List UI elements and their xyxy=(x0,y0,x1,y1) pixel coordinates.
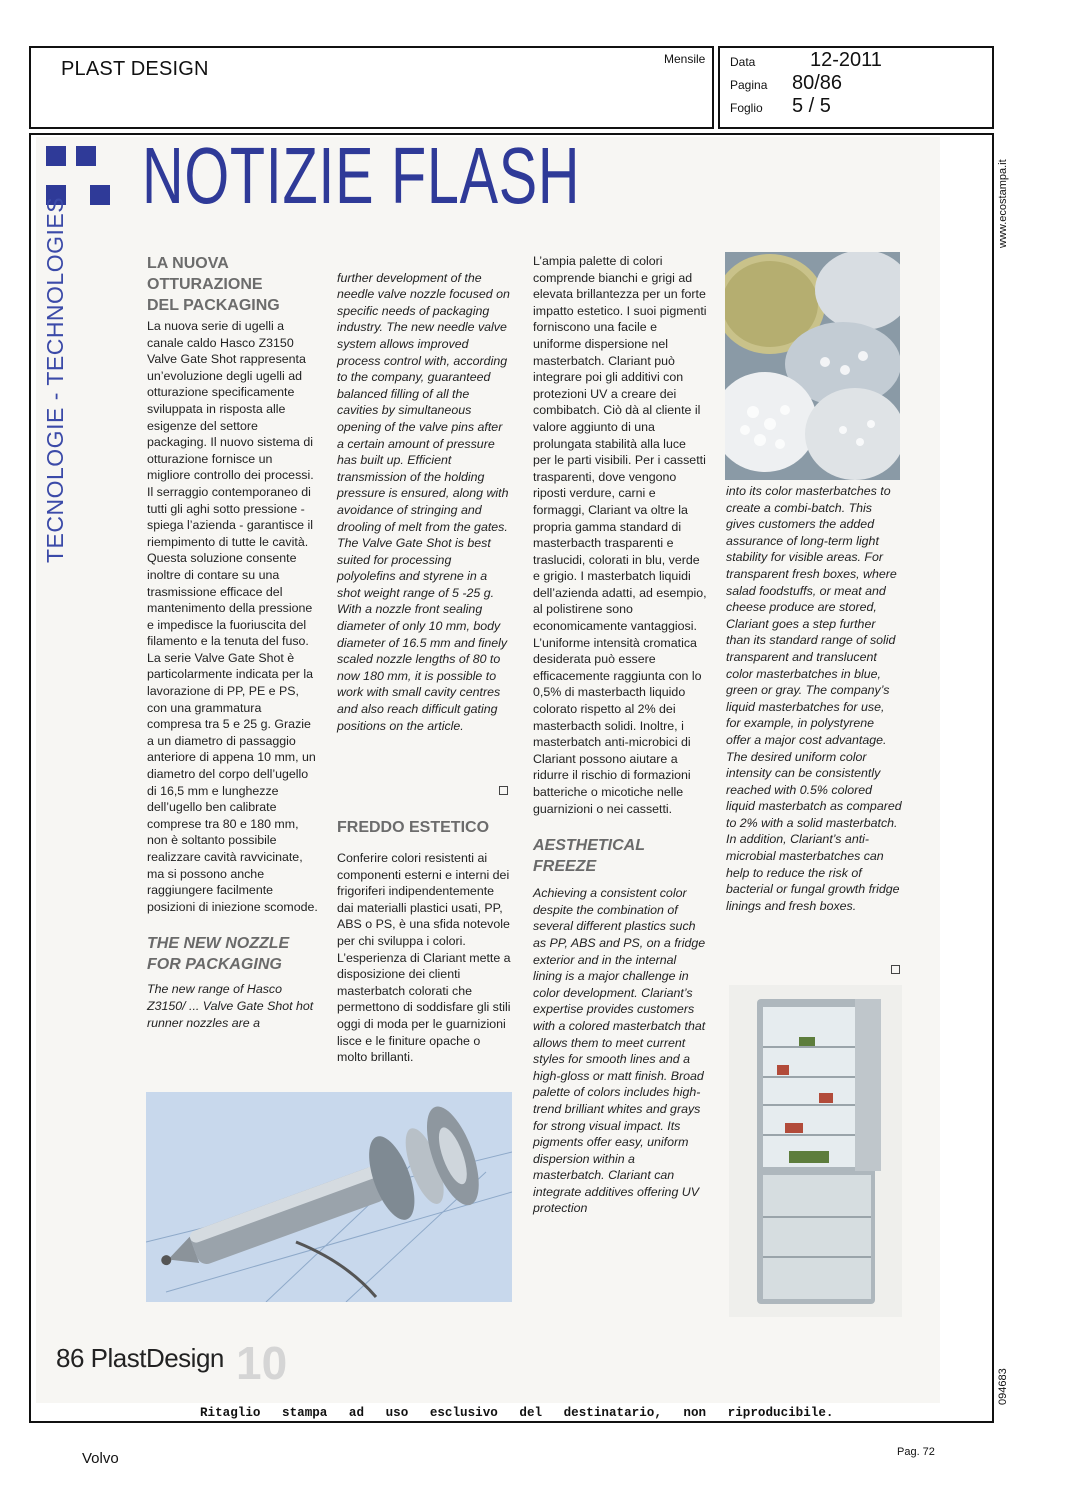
english-body-final: into its color masterbatches to create a combi-batch. This gives customers the added assurance of long-term light stability for visible areas. For transparent fresh boxes, where salad foodstuffs, or meat and cheese produce are stored, Clariant goes a step further than its standard range of solid transparent and translucent color masterbatches in blue, green or gray. The company’s liquid masterbatches for use, for example, in polystyrene offer a major cost advantage. The desired uniform color intensity can be consistently reached with 0.5% colored liquid masterbatch as compared to 2% with a solid masterbatch. In addition, Clariant’s anti-microbial masterbatches can help to reduce the risk of bacterial or fungal growth fridge linings and fresh boxes. xyxy=(726,484,902,913)
magazine-page-number: 86 PlastDesign xyxy=(56,1343,224,1373)
website-label: www.ecostampa.it xyxy=(997,159,1009,248)
article-body: La nuova serie di ugelli a canale caldo Hasco Z3150 Valve Gate Shot rappresenta un’evoluzione degli ugelli ad otturazione specificamente sviluppata in risposta alle esigenze del settore packaging. Il nuovo sistema di otturazione fornisce un migliore controllo dei processi. Il serraggio contemporaneo di tutti gli aghi sotto pressione - spiega l’azienda - garantisce il riempimento di tutte le cavità. Questa soluzione consente inoltre di contare su una trasmissione efficace del mantenimento della pressione e impedisce la fuoriuscita del filamento e la tenuta del fuso. La serie Valve Gate Shot è particolarmente indicata per la lavorazione di PP, PE e PS, con una grammatura compresa tra 5 e 25 g. Grazie a un diametro di passaggio anteriore di appena 10 mm, un diametro del corpo dell’ugello di 16,5 mm e lunghezze dell’ugello ben calibrate comprese tra 80 e 180 mm, non è soltanto possibile realizzare cavità ravvicinate, ma si possono anche raggiungere facilmente posizioni di iniezione scomode. xyxy=(147,319,318,914)
title-square-icon xyxy=(90,185,110,205)
end-mark-icon xyxy=(499,786,508,795)
title-square-icon xyxy=(76,146,96,166)
date-label: Data xyxy=(730,55,756,69)
column-1 xyxy=(147,253,319,1031)
page-label: Pagina xyxy=(730,78,768,92)
article-body-freddo: Conferire colori resistenti ai componenti esterni e interni dei frigoriferi indipendentemente dai materialli plastici usati, PP, ABS o PS, è una sfida notevole per chi sviluppa i colori. L’esperienza di Clariant mette a disposizione dei clienti masterbatch colorati che permettono di soddisfare gli stili oggi di moda per le guarnizioni lisce e le finiture opache o molto brillanti. xyxy=(337,851,511,1065)
column-2 xyxy=(337,253,511,751)
english-heading: THE NEW NOZZLE FOR PACKAGING xyxy=(147,935,290,974)
plastic-granules-image xyxy=(725,252,900,480)
section-title: NOTIZIE FLASH xyxy=(142,131,581,220)
sheet-value: 5 / 5 xyxy=(792,95,831,117)
article-heading: LA NUOVA OTTURAZIONE DEL PACKAGING xyxy=(147,255,280,314)
hot-runner-nozzle-image xyxy=(146,1092,512,1302)
english-heading-freeze: AESTHETICAL FREEZE xyxy=(533,837,645,876)
vertical-section-tag: TECNOLOGIE - TECHNOLOGIES xyxy=(42,196,68,563)
disclaimer-text: Ritaglio stampa ad uso esclusivo del destinatario, non riproducibile. xyxy=(200,1406,834,1420)
column-4 xyxy=(726,483,902,914)
magazine-issue-number: 10 xyxy=(236,1337,288,1389)
clipping-code: 094683 xyxy=(997,1368,1009,1405)
fridge-image xyxy=(729,985,902,1317)
sheet-label: Foglio xyxy=(730,101,763,115)
title-square-icon xyxy=(46,146,66,166)
english-body-continued: further development of the needle valve nozzle focused on specific needs of packaging industry. The new needle valve system allows improved process control with, according to the company, guaranteed balanced filling of all the cavities by simultaneous opening of the valve pins after a certain amount of pressure has built up. Efficient transmission of the holding pressure is ensured, along with avoidance of stringing and drooling of melt from the gates. The Valve Gate Shot is best suited for processing polyolefins and styrene in a shot weight range of 5 -25 g. With a nozzle front sealing diameter of only 10 mm, body diameter of 16.5 mm and finely scaled nozzle lengths of 80 to now 180 mm, it is possible to work with small cavity centres and also reach difficult gating positions on the article. xyxy=(337,270,510,733)
article-heading-freddo: FREDDO ESTETICO xyxy=(337,819,490,836)
english-body: The new range of Hasco Z3150/ ... Valve Gate Shot hot runner nozzles are a xyxy=(147,982,314,1030)
english-body-freeze: Achieving a consistent color despite the combination of several different plastics such as PP, ABS and PS, on a fridge exterior and in the internal lining is a major challenge in color development. Clariant’s expertise provides customers with a colored masterbatch that allows them to meet current styles for smooth lines and a high-gloss or matt finish. Broad palette of colors includes high-trend brilliant whites and grays for strong visual impact. Its pigments offer easy, uniform dispersion within a masterbatch. Clariant can integrate additives offering UV protection xyxy=(533,886,706,1216)
date-value: 12-2011 xyxy=(810,49,882,71)
end-mark-icon xyxy=(891,965,900,974)
article-body-continued: L’ampia palette di colori comprende bianchi e grigi ad elevata brillantezza per un forte impatto estetico. I suoi pigmenti forniscono una facile e uniforme dispersione nel masterbatch. Clariant può integrare poi gli additivi con protezioni UV a creare dei combibatch. Ciò dà al cliente il valore aggiunto di una prolungata stabilità alla luce per le parti visibili. Per i cassetti trasparenti, dove vengono riposti verdure, carni e formaggi, Clariant va oltre la propria gamma standard di masterbacth trasparenti e traslucidi, colorati in blu, verde e grigio. I masterbatch liquidi dell’azienda adatti, ad esempio, al polistirene sono economicamente vantaggiosi. L’uniforme intensità cromatica desiderata può essere efficacemente raggiunta con lo 0,5% di masterbacth liquido colorato rispetto al 2% dei masterbacth solidi. Inoltre, i masterbatch anti-microbici di Clariant possono aiutare a ridurre il rischio di formazioni batteriche o micotiche nelle guarnizioni o nei cassetti. xyxy=(533,254,707,816)
publication-title: PLAST DESIGN xyxy=(61,58,209,80)
page-value: 80/86 xyxy=(792,72,843,94)
report-page-number: Pag. 72 xyxy=(897,1446,935,1458)
column-2-lower xyxy=(337,817,511,1066)
column-3 xyxy=(533,253,707,1217)
frequency-label: Mensile xyxy=(664,52,706,66)
client-name: Volvo xyxy=(82,1450,119,1467)
